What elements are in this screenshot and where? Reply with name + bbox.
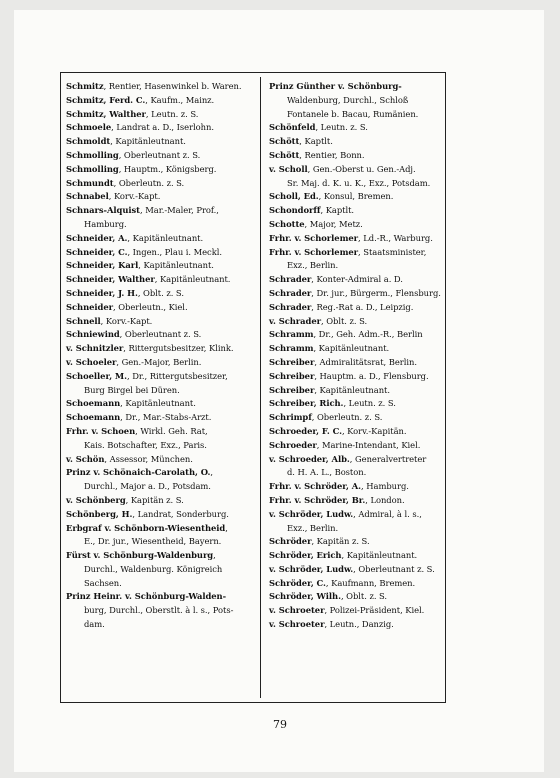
directory-entry: [269, 577, 453, 591]
entry-name: Frhr. v. Schorlemer: [269, 246, 359, 257]
entry-name: Schnabel: [66, 191, 109, 202]
entry-details: , Kapitänleutnant.: [120, 398, 196, 409]
entry-continuation: Fontanele b. Bacau, Rumänien.: [287, 108, 419, 119]
entry-details: , Dr., Geh. Adm.-R., Berlin: [313, 329, 423, 340]
entry-continuation: Durchl., Waldenburg. Königreich: [84, 563, 223, 574]
entry-continuation: Exz., Berlin.: [287, 260, 339, 271]
entry-name: Schröder, Wilh.: [269, 591, 341, 602]
entry-continuation: Hamburg.: [84, 218, 127, 229]
directory-entry: [269, 439, 453, 453]
directory-entry: [269, 301, 453, 315]
directory-entry: [269, 149, 453, 163]
directory-entry: [269, 590, 453, 604]
entry-name: Prinz Heinr. v. Schönburg-Walden-: [66, 591, 227, 602]
directory-entry: [66, 204, 250, 218]
entry-name: Schramm: [269, 329, 314, 340]
entry-name: Schreiber: [269, 356, 315, 367]
entry-name: Schmolling: [66, 163, 119, 174]
directory-entry: [66, 135, 250, 149]
entry-name: v. Schroeter: [269, 619, 325, 630]
entry-details: , Reg.-Rat a. D., Leipzig.: [311, 301, 414, 312]
page-number: 79: [273, 718, 287, 731]
entry-name: v. Schoeler: [66, 356, 117, 367]
directory-entry: [66, 121, 250, 135]
directory-entry: [66, 315, 250, 329]
entry-name: Schmoele: [66, 122, 112, 133]
entry-continuation: Durchl., Major a. D., Potsdam.: [84, 481, 211, 492]
entry-name: Schotte: [269, 218, 305, 229]
entry-details: , Rentier, Bonn.: [299, 149, 365, 160]
entry-details: , Oberleutn. z. S.: [311, 412, 383, 423]
entry-details: , Generalvertreter: [349, 453, 427, 464]
entry-name: v. Schröder, Ludw.: [269, 508, 354, 519]
entry-details: , Ingen., Plau i. Meckl.: [127, 246, 222, 257]
entry-name: Schoemann: [66, 412, 121, 423]
directory-entry: [66, 149, 250, 163]
directory-entry: [269, 494, 453, 508]
entry-details: , Korv.-Kapt.: [108, 191, 161, 202]
directory-entry: [66, 370, 250, 384]
entry-details: , Polizei-Präsident, Kiel.: [324, 605, 425, 616]
entry-details: , Kapitänleutnant.: [314, 384, 390, 395]
entry-details: , Oblt. z. S.: [340, 591, 388, 602]
directory-entry: [269, 618, 453, 632]
entry-name: Schrader: [269, 287, 312, 298]
entry-name: Schreiber: [269, 384, 315, 395]
entry-name: Schrader: [269, 274, 312, 285]
directory-entry: [269, 453, 453, 467]
entry-name: Schroeder, F. C.: [269, 425, 342, 436]
entry-name: Schmundt: [66, 177, 114, 188]
entry-name: Schondorff: [269, 205, 321, 216]
entry-details: , Oberleutn. z. S.: [113, 177, 185, 188]
entry-name: Schreiber: [269, 370, 315, 381]
entry-name: v. Schnitzler: [66, 343, 124, 354]
directory-entry: [66, 356, 250, 370]
entry-details: , Staatsminister,: [358, 246, 427, 257]
entry-name: v. Schönberg: [66, 494, 126, 505]
directory-entry: [269, 328, 453, 342]
directory-entry: [66, 466, 250, 480]
directory-entry: [66, 232, 250, 246]
directory-entry: [269, 232, 453, 246]
entry-name: v. Scholl: [269, 163, 308, 174]
entry-name: Schröder: [269, 536, 312, 547]
directory-entry: [269, 397, 453, 411]
directory-entry: [269, 549, 453, 563]
entry-name: Schmolling: [66, 149, 119, 160]
entry-name: Scholl, Ed.: [269, 191, 319, 202]
entry-name: Schrimpf: [269, 412, 312, 423]
entry-name: Schneider, A.: [66, 232, 128, 243]
entry-name: v. Schroeder, Alb.: [269, 453, 350, 464]
entry-name: Schönfeld: [269, 122, 316, 133]
entry-name: Schmitz, Walther: [66, 108, 146, 119]
directory-entry: [269, 204, 453, 218]
entry-details: , Admiral, à l. s.,: [353, 508, 422, 519]
entry-details: , Gen.-Oberst u. Gen.-Adj.: [307, 163, 416, 174]
directory-entry: [66, 246, 250, 260]
directory-entry: [66, 425, 250, 439]
entry-name: Schött: [269, 149, 300, 160]
entry-name: v. Schroeter: [269, 605, 325, 616]
entry-name: Schröder, Erich: [269, 550, 342, 561]
directory-entry: [269, 425, 453, 439]
entry-details: , Gen.-Major, Berlin.: [116, 356, 202, 367]
entry-continuation: d. H. A. L., Boston.: [287, 467, 367, 478]
entry-name: Schniewind: [66, 329, 120, 340]
directory-entry: [66, 301, 250, 315]
entry-details: , Kaufm., Mainz.: [145, 94, 215, 105]
entry-name: Schreiber, Rich.: [269, 398, 344, 409]
entry-details: ,: [213, 550, 216, 561]
entry-name: Schneider, Karl: [66, 260, 139, 271]
entry-details: , Hamburg.: [361, 481, 409, 492]
entry-name: Schönberg, H.: [66, 508, 133, 519]
directory-entry: [269, 535, 453, 549]
left-column: [66, 80, 250, 632]
entry-details: , Hauptm. a. D., Flensburg.: [314, 370, 429, 381]
entry-details: , Wirkl. Geh. Rat,: [135, 425, 208, 436]
directory-entry: [66, 508, 250, 522]
directory-entry: [66, 287, 250, 301]
entry-details: , Kapitänleutnant.: [313, 343, 390, 354]
entry-details: , Korv.-Kapt.: [100, 315, 153, 326]
entry-details: , Kapitän z. S.: [125, 494, 184, 505]
directory-entry: [269, 604, 453, 618]
entry-details: , Kaptlt.: [299, 136, 333, 147]
entry-details: , Kapitänleutnant.: [110, 136, 186, 147]
entry-details: , Konsul, Bremen.: [318, 191, 394, 202]
directory-entry: [269, 190, 453, 204]
directory-entry: [269, 246, 453, 260]
entry-name: Schoeller, M.: [66, 370, 128, 381]
entry-name: Schrader: [269, 301, 312, 312]
entry-name: Frhr. v. Schorlemer: [269, 232, 359, 243]
entry-name: Frhr. v. Schröder, A.: [269, 481, 362, 492]
directory-entry: [269, 273, 453, 287]
entry-name: Fürst v. Schönburg-Waldenburg: [66, 550, 214, 561]
directory-entry: [269, 370, 453, 384]
entry-continuation: Sachsen.: [84, 577, 122, 588]
entry-details: , Oblt. z. S.: [320, 315, 368, 326]
entry-details: , Kapitänleutnant.: [341, 550, 418, 561]
entry-details: , Kapitän z. S.: [311, 536, 370, 547]
entry-name: Schoemann: [66, 398, 121, 409]
directory-entry: [269, 121, 453, 135]
entry-continuation: Exz., Berlin.: [287, 522, 339, 533]
entry-details: ,: [225, 522, 228, 533]
entry-name: Schnell: [66, 315, 101, 326]
entry-details: , Rentier, Hasenwinkel b. Waren.: [103, 81, 242, 91]
directory-entry: [269, 135, 453, 149]
entry-details: , Kapitänleutnant.: [138, 260, 214, 271]
entry-details: , Oblt. z. S.: [137, 287, 184, 298]
entry-continuation: Sr. Maj. d. K. u. K., Exz., Potsdam.: [287, 177, 431, 188]
directory-entry: [66, 494, 250, 508]
right-column: [269, 80, 453, 632]
directory-entry: [66, 411, 250, 425]
text-frame: [60, 72, 446, 703]
entry-continuation: Burg Birgel bei Düren.: [84, 384, 180, 395]
entry-name: Schroeder: [269, 439, 317, 450]
directory-entry: [66, 590, 250, 604]
entry-name: Erbgraf v. Schönborn-Wiesentheid: [66, 522, 226, 533]
entry-name: v. Schön: [66, 453, 105, 464]
directory-entry: [269, 384, 453, 398]
directory-entry: [269, 356, 453, 370]
entry-details: , London.: [365, 494, 405, 505]
directory-entry: [66, 273, 250, 287]
entry-details: , Korv.-Kapitän.: [341, 425, 407, 436]
directory-entry: [269, 508, 453, 522]
directory-entry: [66, 80, 250, 94]
entry-details: ,: [210, 467, 213, 478]
entry-details: , Leutn. z. S.: [343, 398, 396, 409]
directory-entry: [269, 218, 453, 232]
directory-entry: [66, 259, 250, 273]
entry-continuation: dam.: [84, 619, 105, 630]
entry-details: , Admiralitätsrat, Berlin.: [314, 356, 417, 367]
directory-entry: [66, 397, 250, 411]
entry-name: Schött: [269, 136, 300, 147]
entry-details: , Kapitänleutnant.: [127, 232, 204, 243]
directory-entry: [66, 177, 250, 191]
entry-details: , Oberleutnant z. S.: [353, 563, 435, 574]
entry-name: Frhr. v. Schröder, Br.: [269, 494, 366, 505]
entry-details: , Dr., Mar.-Stabs-Arzt.: [120, 412, 212, 423]
entry-details: , Kapitänleutnant.: [154, 274, 231, 285]
entry-name: Schneider, Walther: [66, 274, 155, 285]
entry-name: v. Schröder, Ludw.: [269, 563, 354, 574]
directory-entry: [66, 108, 250, 122]
entry-details: , Leutn. z. S.: [315, 122, 368, 133]
entry-details: , Oberleutnant z. S.: [118, 149, 201, 160]
directory-entry: [66, 190, 250, 204]
entry-details: , Major, Metz.: [304, 218, 363, 229]
entry-details: , Leutn., Danzig.: [324, 619, 394, 630]
entry-details: , Marine-Intendant, Kiel.: [316, 439, 421, 450]
entry-continuation: Waldenburg, Durchl., Schloß: [287, 94, 409, 105]
entry-name: Schmoldt: [66, 136, 111, 147]
entry-details: , Assessor, München.: [104, 453, 193, 464]
directory-entry: [269, 80, 453, 94]
entry-continuation: burg, Durchl., Oberstlt. à l. s., Pots-: [84, 605, 234, 616]
entry-details: , Landrat a. D., Iserlohn.: [111, 122, 214, 133]
entry-name: Schmitz: [66, 81, 104, 91]
entry-details: , Kaptlt.: [320, 205, 355, 216]
directory-entry: [269, 287, 453, 301]
entry-name: Schneider, J. H.: [66, 287, 138, 298]
entry-name: Schramm: [269, 343, 314, 354]
entry-name: Schmitz, Ferd. C.: [66, 94, 146, 105]
entry-details: , Oberleutn., Kiel.: [112, 301, 188, 312]
directory-entry: [66, 453, 250, 467]
entry-details: , Mar.-Maler, Prof.,: [140, 205, 219, 216]
entry-name: Frhr. v. Schoen: [66, 425, 136, 436]
entry-details: , Dr., Rittergutsbesitzer,: [127, 370, 228, 381]
entry-details: , Hauptm., Königsberg.: [118, 163, 217, 174]
entry-details: , Rittergutsbesitzer, Klink.: [123, 343, 234, 354]
entry-name: Schnars-Alquist: [66, 205, 140, 216]
entry-name: Schröder, C.: [269, 577, 326, 588]
entry-details: , Oberleutnant z. S.: [119, 329, 202, 340]
directory-entry: [269, 163, 453, 177]
entry-name: Schneider, C.: [66, 246, 128, 257]
entry-details: , Dr. jur., Bürgerm., Flensburg.: [311, 287, 441, 298]
directory-entry: [66, 163, 250, 177]
directory-entry: [269, 480, 453, 494]
entry-name: Prinz Günther v. Schönburg-: [269, 81, 402, 91]
directory-entry: [269, 315, 453, 329]
directory-entry: [66, 94, 250, 108]
directory-entry: [66, 328, 250, 342]
directory-entry: [66, 342, 250, 356]
entry-name: Prinz v. Schönaich-Carolath, O.: [66, 467, 211, 478]
directory-entry: [269, 563, 453, 577]
directory-entry: [66, 549, 250, 563]
entry-details: , Ld.-R., Warburg.: [358, 232, 433, 243]
entry-details: , Leutn. z. S.: [145, 108, 199, 119]
directory-entry: [269, 411, 453, 425]
directory-entry: [269, 342, 453, 356]
entry-details: , Landrat, Sonderburg.: [132, 508, 229, 519]
column-divider: [260, 77, 261, 698]
entry-name: v. Schrader: [269, 315, 321, 326]
entry-continuation: Kais. Botschafter, Exz., Paris.: [84, 439, 207, 450]
directory-entry: [66, 522, 250, 536]
entry-details: , Kaufmann, Bremen.: [325, 577, 416, 588]
entry-continuation: E., Dr. jur., Wiesentheid, Bayern.: [84, 536, 222, 547]
entry-details: , Konter-Admiral a. D.: [311, 274, 403, 285]
entry-name: Schneider: [66, 301, 113, 312]
